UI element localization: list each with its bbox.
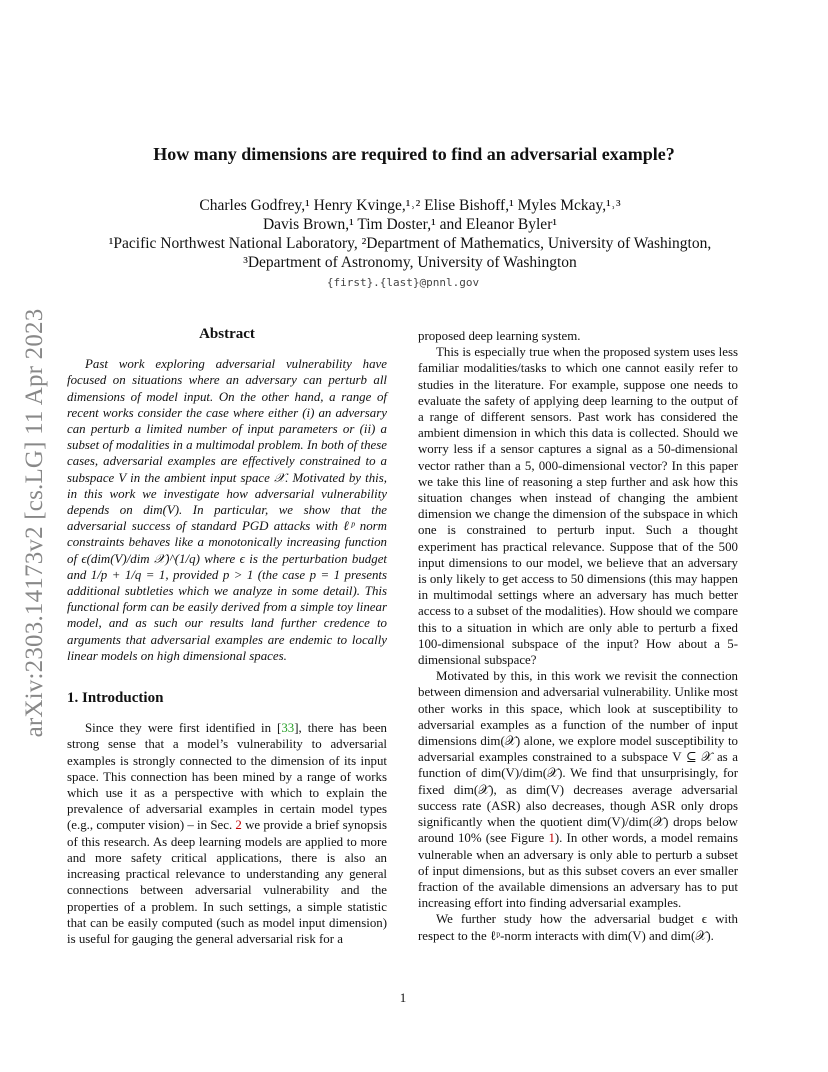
p3-text-b: ). In other words, a model remains vulnerable when an adversary is only able to perturb a subset of input dimensions, but as this subset covers an ever smaller fraction of the available dimensions an adversary has to put increasing effort into finding adversarial examples.	[418, 831, 738, 911]
right-column	[418, 328, 738, 944]
arxiv-id: arXiv:2303.14173v2 [cs.LG] 11 Apr 2023	[21, 308, 48, 737]
affiliation-line-1: ¹Pacific Northwest National Laboratory, ²Department of Mathematics, University of Washington,	[108, 235, 712, 252]
paper-title: How many dimensions are required to find an adversarial example?	[153, 144, 675, 164]
affiliation-line-2: ³Department of Astronomy, University of Washington	[243, 254, 577, 271]
continued-paragraph: proposed deep learning system.	[418, 329, 581, 343]
intro-text-a: Since they were first identified in [	[85, 721, 282, 736]
author-email: {first}.{last}@pnnl.gov	[326, 276, 480, 289]
authors-line-2: Davis Brown,¹ Tim Doster,¹ and Eleanor Byler¹	[262, 216, 557, 233]
intro-paragraph-1	[67, 720, 387, 947]
section-heading-introduction: 1. Introduction	[67, 690, 164, 707]
section-ref-link[interactable]: 2	[235, 818, 242, 833]
abstract-heading: Abstract	[199, 326, 255, 342]
left-column	[67, 326, 387, 947]
author-block	[60, 196, 760, 272]
p3-text-a: Motivated by this, in this work we revisit the connection between dimension and adversarial vulnerability. Unlike most other works in this space, which look at susceptibility to adversarial examples as a function of the number of input dimensions dim(𝒳) alone, we explore model susceptibility to adversarial examples constrained to a subspace V ⊆ 𝒳 as a function of dim(V)/dim(𝒳). We find that unsurprisingly, for fixed dim(𝒳), as dim(V) decreases average adversarial success rate (ASR) also decreases, though ASR only drops significantly when the quotient dim(V)/dim(𝒳) drops below around 10% (see Figure	[418, 669, 738, 846]
abstract-text: Past work exploring adversarial vulnerability have focused on situations where an adversary can perturb all dimensions of model input. On the other hand, a range of recent works consider the case where either (i) an adversary can perturb a limited number of input parameters or (ii) a subset of modalities in a multimodal problem. In both of these cases, adversarial examples are effectively constrained to a subspace V in the ambient input space 𝒳. Motivated by this, in this work we investigate how adversarial vulnerability depends on dim(V). In particular, we show that the adversarial success of standard PGD attacks with ℓᵖ norm constraints behaves like a monotonically increasing function of ϵ(dim(V)/dim 𝒳)^(1/q) where ϵ is the perturbation budget and 1/p + 1/q = 1, provided p > 1 (the case p = 1 presents additional subtleties which we analyze in some detail). This functional form can be easily derived from a simple toy linear model, and as such our results land further credence to arguments that adversarial examples are endemic to locally linear models on high dimensional spaces.	[67, 357, 387, 663]
intro-paragraph-4: We further study how the adversarial budget ϵ with respect to the ℓᵖ-norm interacts with dim(V) and dim(𝒳).	[418, 912, 738, 943]
page-number: 1	[399, 990, 407, 1005]
intro-paragraph-2: This is especially true when the proposed system uses less familiar modalities/tasks to which one cannot easily refer to studies in the literature. For example, suppose one needs to evaluate the safety of applying deep learning to the output of a range of different sensors. Past work has considered the ambient dimension in which this data is collected. Should we worry less if a sensor captures a signal as a 50-dimensional vector rather than a 5, 000-dimensional vector? In this paper we take this line of reasoning a step further and ask how this situation changes when instead of changing the ambient dimension we change the dimension of the subspace in which one is constrained to perturb input. Such a thought experiment has practical relevance. Suppose that of the 500 input dimensions to our model, we believe that an adversary is only likely to get access to 50 dimensions (this may happen in multimodal settings where an adversary has much better access to a subset of the modalities). How should we compare this to a situation in which are only able to perturb a fixed 100-dimensional subspace of the input? How about a 5-dimensional subspace?	[418, 345, 738, 668]
figure-ref-link[interactable]: 1	[548, 831, 555, 846]
arxiv-sidebar	[18, 285, 52, 760]
intro-paragraph-3	[418, 668, 738, 911]
authors-line-1: Charles Godfrey,¹ Henry Kvinge,¹˒² Elise Bishoff,¹ Myles Mckay,¹˒³	[199, 197, 621, 214]
intro-text-b: ], there has been strong sense that a model’s vulnerability to adversarial examples is strongly connected to the dimension of its input space. This connection has been mined by a range of works which use it as a perspective with which to explain the prevalence of adversarial examples in certain model types (e.g., computer vision) – in Sec.	[67, 721, 387, 833]
intro-text-c: we provide a brief synopsis of this research. As deep learning models are applied to more and more safety critical applications, there is also an increasing practical relevance to understanding any general connections between adversarial vulnerability and the properties of a problem. In such settings, a simple statistic that can be easily computed (such as model input dimension) is useful for gauging the general adversarial risk for a	[67, 818, 387, 946]
citation-link[interactable]: 33	[281, 721, 295, 736]
